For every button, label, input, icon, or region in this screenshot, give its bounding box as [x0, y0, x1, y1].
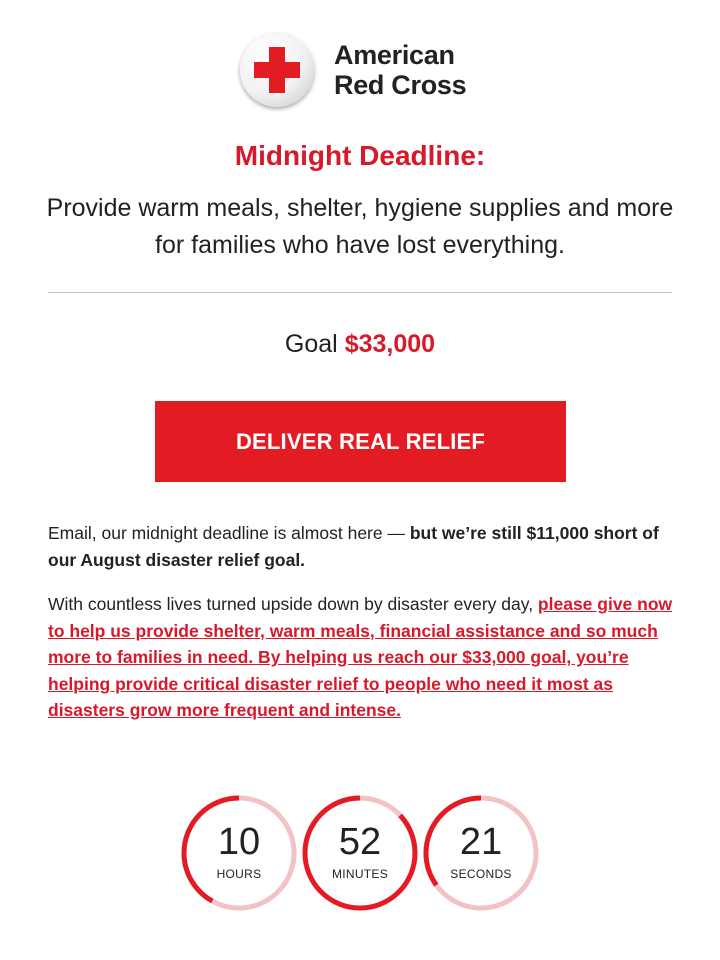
p2-text: With countless lives turned upside down by disaster every day,	[48, 594, 538, 614]
body-paragraph-1	[48, 520, 676, 573]
body-paragraph-2	[48, 591, 678, 724]
seconds-label: SECONDS	[450, 867, 512, 881]
goal-label: Goal	[284, 330, 338, 358]
deliver-relief-button[interactable]: DELIVER REAL RELIEF	[155, 401, 566, 482]
hours-label: HOURS	[216, 867, 262, 881]
countdown-timer	[180, 794, 540, 912]
logo-wordmark	[334, 40, 466, 100]
minutes-value: 52	[338, 821, 382, 863]
give-now-link[interactable]: please give now to help us provide shelter, warm meals, financial assistance and so much more to families in need. By helping us reach our $33,000 goal, you’re helping provide critical disaster relief to people who need it most as disasters grow more frequent and intense.	[48, 594, 673, 720]
goal-line	[0, 330, 720, 359]
american-red-cross-logo	[240, 32, 490, 108]
hours-value: 10	[217, 821, 261, 863]
divider	[48, 292, 672, 293]
seconds-value: 21	[459, 821, 503, 863]
headline: Midnight Deadline:	[234, 140, 486, 171]
red-cross-icon	[240, 33, 314, 107]
p1-bold-text: but we’re still $11,000 short of our August disaster relief goal.	[48, 523, 659, 570]
countdown-minutes	[301, 794, 419, 912]
countdown-seconds	[422, 794, 540, 912]
logo-line-2: Red Cross	[334, 70, 467, 100]
subheadline: Provide warm meals, shelter, hygiene supplies and more for families who have lost everything.	[46, 194, 674, 259]
p1-text: Email, our midnight deadline is almost here —	[48, 523, 410, 543]
minutes-label: MINUTES	[331, 867, 389, 881]
goal-amount: $33,000	[344, 330, 436, 358]
logo-line-1: American	[334, 40, 455, 70]
countdown-hours	[180, 794, 298, 912]
